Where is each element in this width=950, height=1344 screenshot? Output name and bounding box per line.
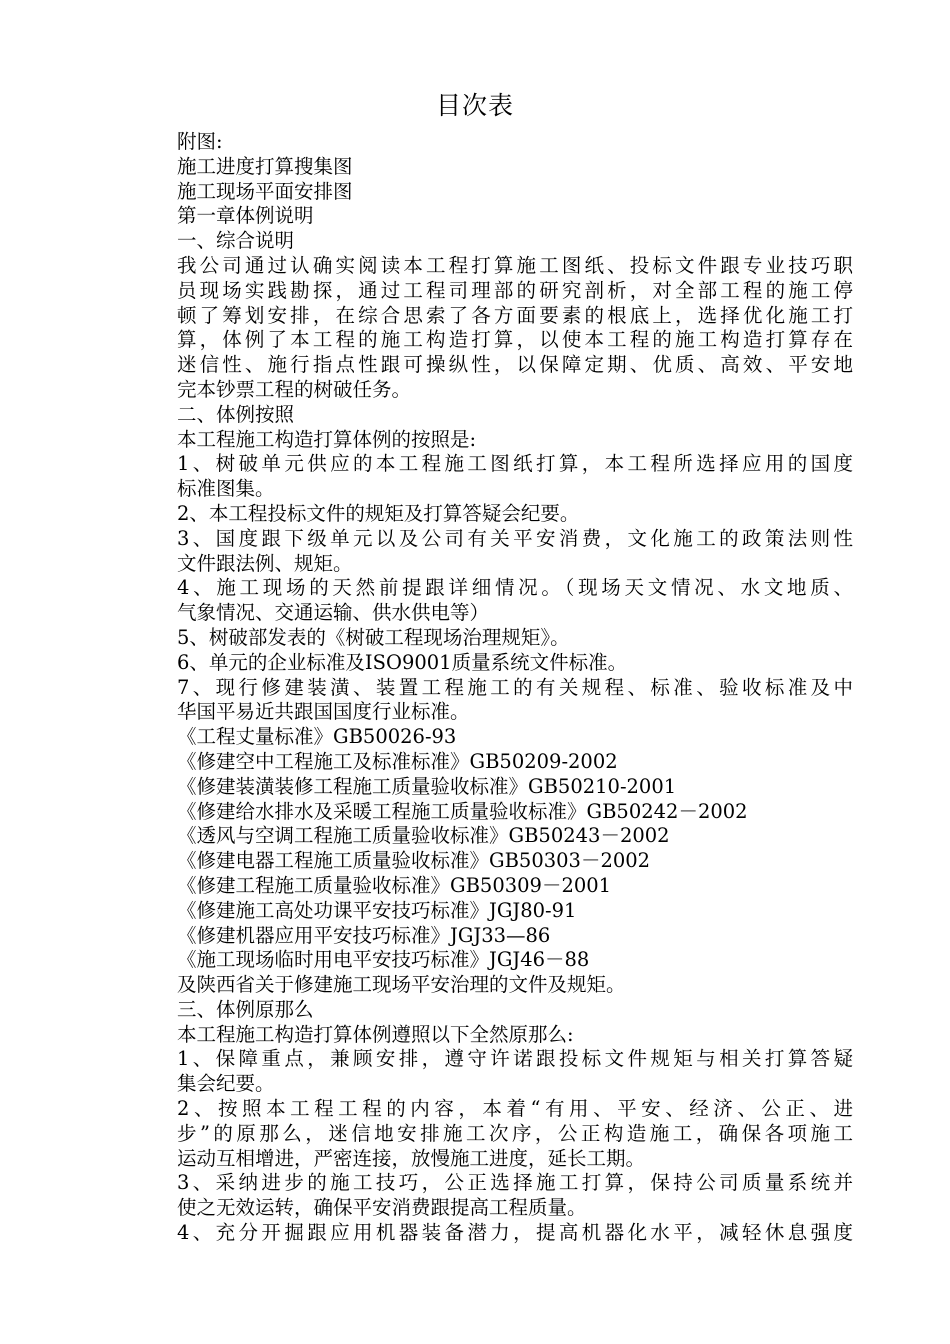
- text-line: 《修建给水排水及采暖工程施工质量验收标准》GB50242－2002: [177, 799, 748, 823]
- text-line: 《工程丈量标准》GB50026-93: [177, 725, 457, 749]
- text-line: 我公司通过认确实阅读本工程打算施工图纸、投标文件跟专业技巧职: [177, 253, 853, 277]
- text-line: 2、按照本工程工程的内容，本着“有用、平安、经济、公正、进: [177, 1097, 853, 1121]
- text-line: 二、体例按照: [177, 402, 295, 426]
- text-line: 3、采纳进步的施工技巧，公正选择施工打算，保持公司质量系统并: [177, 1171, 853, 1195]
- text-line: 一、综合说明: [177, 229, 295, 253]
- text-line: 4、施工现场的天然前提跟详细情况。（现场天文情况、水文地质、: [177, 576, 853, 600]
- text-line: 员现场实践勘探，通过工程司理部的研究剖析，对全部工程的施工停: [177, 278, 853, 302]
- text-line: 3、国度跟下级单元以及公司有关平安消费，文化施工的政策法则性: [177, 526, 853, 550]
- text-line: 施工现场平面安排图: [177, 179, 353, 203]
- text-line: 本工程施工构造打算体例的按照是:: [177, 427, 477, 451]
- text-line: 及陕西省关于修建施工现场平安治理的文件及规矩。: [177, 973, 626, 997]
- text-line: 7、现行修建装潢、装置工程施工的有关规程、标准、验收标准及中: [177, 675, 853, 699]
- text-line: 算，体例了本工程的施工构造打算，以使本工程的施工构造打算存在: [177, 328, 853, 352]
- text-line: 施工进度打算搜集图: [177, 154, 353, 178]
- text-line: 附图:: [177, 130, 223, 153]
- text-line: 《修建工程施工质量验收标准》GB50309－2001: [177, 873, 612, 897]
- text-line: 2、本工程投标文件的规矩及打算答疑会纪要。: [177, 501, 580, 525]
- text-line: 《修建施工高处功课平安技巧标准》JGJ80-91: [177, 898, 577, 922]
- text-line: 文件跟法例、规矩。: [177, 551, 353, 575]
- document-body: [177, 130, 853, 1246]
- text-line: 《修建空中工程施工及标准标准》GB50209-2002: [177, 749, 618, 773]
- text-line: 《修建机器应用平安技巧标准》JGJ33—86: [177, 923, 551, 947]
- text-line: 4、充分开掘跟应用机器装备潜力，提高机器化水平，减轻休息强度: [177, 1221, 853, 1245]
- text-line: 气象情况、交通运输、供水供电等）: [177, 601, 490, 625]
- text-line: 1、保障重点，兼顾安排，遵守许诺跟投标文件规矩与相关打算答疑: [177, 1047, 853, 1071]
- text-line: 《修建装潢装修工程施工质量验收标准》GB50210-2001: [177, 774, 677, 798]
- text-line: 使之无效运转，确保平安消费跟提高工程质量。: [177, 1196, 587, 1220]
- text-line: 本工程施工构造打算体例遵照以下全然原那么:: [177, 1022, 574, 1046]
- text-line: 5、树破部发表的《树破工程现场治理规矩》。: [177, 625, 570, 649]
- text-line: 运动互相增进，严密连接，放慢施工进度，延长工期。: [177, 1146, 646, 1170]
- text-line: 第一章体例说明: [177, 204, 314, 228]
- text-line: 顿了筹划安排，在综合思索了各方面要素的根底上，选择优化施工打: [177, 303, 853, 327]
- text-line: 完本钞票工程的树破任务。: [177, 377, 412, 401]
- text-line: 6、单元的企业标准及ISO9001质量系统文件标准。: [177, 650, 628, 674]
- text-line: 三、体例原那么: [177, 997, 314, 1021]
- text-line: 《施工现场临时用电平安技巧标准》JGJ46－88: [177, 948, 590, 972]
- text-line: 华国平易近共跟国国度行业标准。: [177, 700, 470, 724]
- page-title: 目次表: [435, 91, 514, 120]
- text-line: 标准图集。: [177, 477, 275, 501]
- text-line: 《透风与空调工程施工质量验收标准》GB50243－2002: [177, 824, 670, 848]
- text-line: 迷信性、施行指点性跟可操纵性，以保障定期、优质、高效、平安地: [177, 353, 853, 377]
- text-line: 步”的原那么，迷信地安排施工次序，公正构造施工，确保各项施工: [177, 1121, 853, 1145]
- text-line: 集会纪要。: [177, 1072, 275, 1096]
- text-line: 1、树破单元供应的本工程施工图纸打算，本工程所选择应用的国度: [177, 452, 853, 476]
- text-line: 《修建电器工程施工质量验收标准》GB50303－2002: [177, 849, 651, 873]
